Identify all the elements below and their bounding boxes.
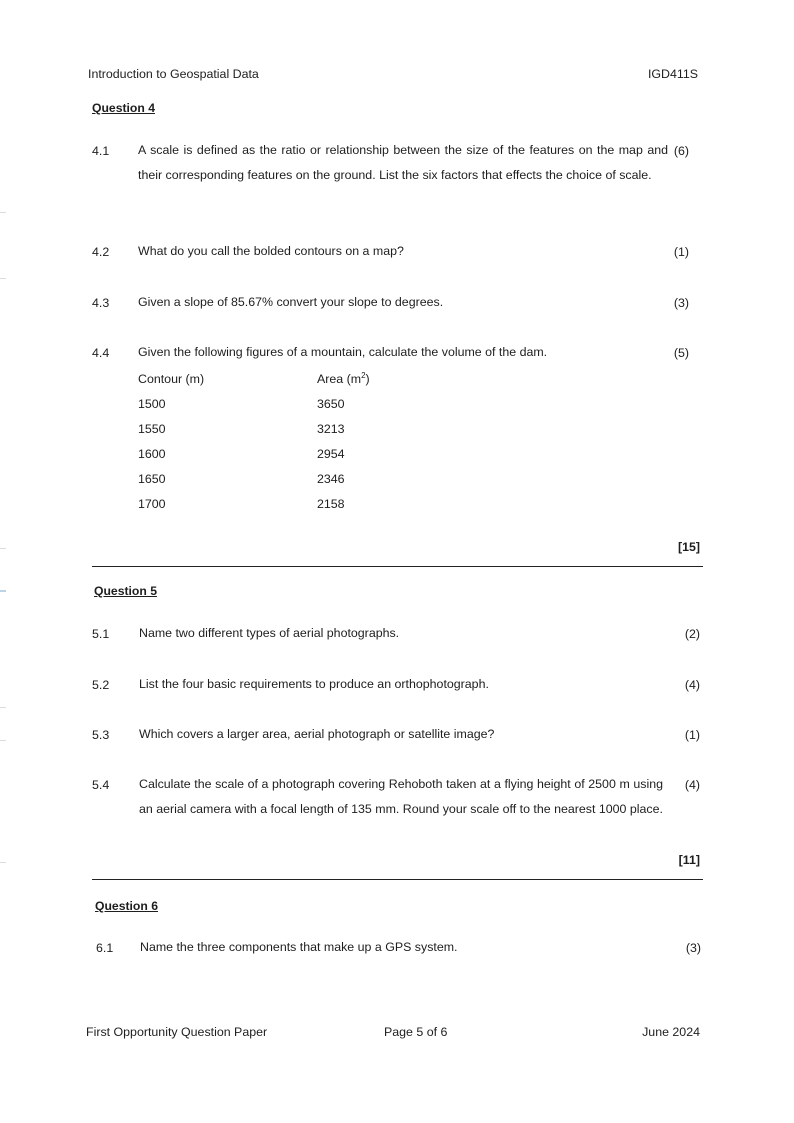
item-text: Calculate the scale of a photograph covering Rehoboth taken at a flying height of 2500 m using an aerial camera with a focal length of 135 mm. Round your scale off to the nearest 1000 place. — [139, 777, 663, 816]
table-cell-area: 3213 — [317, 422, 345, 436]
footer-left: First Opportunity Question Paper — [86, 1025, 268, 1039]
footer-date: June 2024 — [642, 1025, 700, 1039]
scan-edge-mark — [0, 862, 6, 863]
item-number: 6.1 — [96, 941, 114, 955]
item-number: 4.2 — [92, 245, 110, 259]
item-number: 4.3 — [92, 296, 110, 310]
item-text: What do you call the bolded contours on a map? — [138, 244, 404, 258]
item-number: 5.2 — [92, 678, 110, 692]
table-cell-contour: 1700 — [138, 497, 166, 511]
item-marks: (4) — [684, 678, 700, 692]
item-marks: (1) — [684, 728, 700, 742]
item-text: A scale is defined as the ratio or relationship between the size of the features on the map and their corresponding features on the ground. List the six factors that effects the choice of scale. — [138, 143, 668, 182]
table-cell-area: 2954 — [317, 447, 345, 461]
header-course: Introduction to Geospatial Data — [88, 67, 259, 81]
table-cell-area: 2346 — [317, 472, 345, 486]
table-header-contour: Contour (m) — [138, 372, 205, 386]
table-cell-area: 2158 — [317, 497, 345, 511]
item-marks: (5) — [673, 346, 689, 360]
table-cell-contour: 1550 — [138, 422, 166, 436]
scan-edge-mark — [0, 740, 6, 741]
item-number: 4.4 — [92, 346, 110, 360]
scan-edge-mark — [0, 707, 6, 708]
footer-page-number: Page 5 of 6 — [384, 1025, 448, 1039]
scan-edge-mark — [0, 278, 6, 279]
section-divider — [92, 566, 703, 567]
item-number: 5.1 — [92, 627, 110, 641]
table-cell-area: 3650 — [317, 397, 345, 411]
scan-edge-mark — [0, 212, 6, 213]
item-text: Which covers a larger area, aerial photograph or satellite image? — [139, 727, 495, 741]
question-5-title: Question 5 — [94, 584, 157, 598]
section-divider — [92, 879, 703, 880]
scan-edge-mark — [0, 590, 6, 592]
item-marks: (3) — [685, 941, 701, 955]
item-text: Name two different types of aerial photographs. — [139, 626, 400, 640]
item-number: 5.4 — [92, 778, 110, 792]
item-text: Given a slope of 85.67% convert your slope to degrees. — [138, 295, 444, 309]
item-number: 4.1 — [92, 144, 110, 158]
question-6-title: Question 6 — [95, 899, 158, 913]
question-5-total: [11] — [678, 853, 700, 867]
item-marks: (6) — [673, 144, 689, 158]
item-text: Given the following figures of a mountain, calculate the volume of the dam. — [138, 345, 548, 359]
table-cell-contour: 1650 — [138, 472, 166, 486]
scan-edge-mark — [0, 548, 6, 549]
header-code: IGD411S — [647, 67, 698, 81]
question-4-title: Question 4 — [92, 101, 155, 115]
table-cell-contour: 1600 — [138, 447, 166, 461]
table-cell-contour: 1500 — [138, 397, 166, 411]
item-marks: (2) — [684, 627, 700, 641]
item-text: Name the three components that make up a GPS system. — [140, 940, 458, 954]
item-marks: (3) — [673, 296, 689, 310]
item-number: 5.3 — [92, 728, 110, 742]
item-text: List the four basic requirements to produce an orthophotograph. — [139, 677, 489, 691]
question-4-total: [15] — [677, 540, 700, 554]
item-marks: (4) — [684, 778, 700, 792]
item-marks: (1) — [673, 245, 689, 259]
table-header-area: Area $(m^2)$ — [317, 371, 370, 387]
